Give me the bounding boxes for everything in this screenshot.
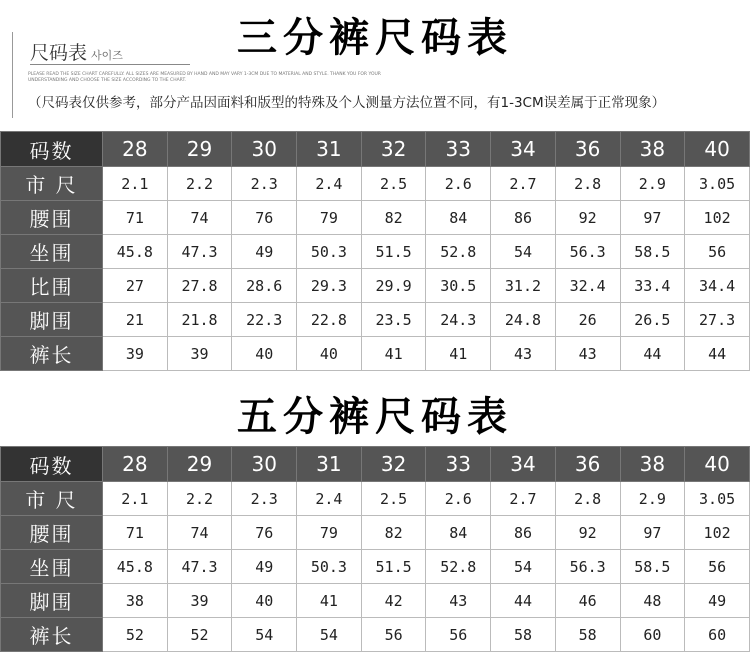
row-label: 脚围 [1,584,103,618]
table-cell: 2.8 [555,482,620,516]
table-cell: 84 [426,516,491,550]
table-cell: 2.3 [232,167,297,201]
page-title: 三分裤尺码表 [237,14,513,61]
table-row [1,269,750,303]
table-cell: 27.8 [167,269,232,303]
size-header-cell: 33 [426,447,491,482]
table-cell: 2.1 [103,167,168,201]
size-header-cell: 38 [620,447,685,482]
table-cell: 33.4 [620,269,685,303]
table-cell: 26 [555,303,620,337]
table-cell: 49 [232,550,297,584]
table-cell: 21.8 [167,303,232,337]
table-row [1,303,750,337]
table-cell: 29.3 [297,269,362,303]
table-cell: 56.3 [555,235,620,269]
table-cell: 2.9 [620,167,685,201]
table-row [1,167,750,201]
table-cell: 31.2 [491,269,556,303]
size-header-cell: 40 [685,447,750,482]
table-cell: 71 [103,516,168,550]
table-cell: 56 [685,550,750,584]
table-cell: 52 [103,618,168,652]
size-header-cell: 34 [491,132,556,167]
size-header-cell: 31 [297,447,362,482]
table-cell: 74 [167,201,232,235]
table-cell: 41 [361,337,426,371]
size-chart-heading-subtitle: 사이즈 [91,49,123,62]
table-cell: 39 [167,337,232,371]
row-label: 市 尺 [1,482,103,516]
table-cell: 97 [620,516,685,550]
header-label: 码数 [1,447,103,482]
table-cell: 28.6 [232,269,297,303]
size-header-cell: 30 [232,132,297,167]
table-cell: 43 [426,584,491,618]
table-cell: 76 [232,516,297,550]
table-cell: 52.8 [426,235,491,269]
table-cell: 82 [361,201,426,235]
table-cell: 56 [685,235,750,269]
table-row [1,235,750,269]
size-header-cell: 38 [620,132,685,167]
row-label: 腰围 [1,201,103,235]
size-header-cell: 29 [167,447,232,482]
table-cell: 27.3 [685,303,750,337]
table-cell: 38 [103,584,168,618]
table-cell: 40 [232,337,297,371]
size-chart-heading [30,38,123,65]
table-cell: 2.5 [361,482,426,516]
header-label: 码数 [1,132,103,167]
table-cell: 40 [297,337,362,371]
table-cell: 60 [685,618,750,652]
table-cell: 22.8 [297,303,362,337]
table-cell: 2.2 [167,482,232,516]
table-cell: 3.05 [685,167,750,201]
table-cell: 102 [685,516,750,550]
fine-print: PLEASE READ THE SIZE CHART CAREFULLY. ALL SIZES ARE MEASURED BY HAND AND MAY VARY 1-3CM DUE TO MATERIAL AND STYLE. THANK YOU FOR YOUR UNDERSTANDING AND CHOOSE THE SIZE ACCORDING TO THE CHART. [28,72,381,83]
size-chart-header [12,28,747,120]
size-header-cell: 31 [297,132,362,167]
row-label: 市 尺 [1,167,103,201]
table-cell: 44 [685,337,750,371]
table-cell: 2.6 [426,482,491,516]
table-cell: 52.8 [426,550,491,584]
table-cell: 40 [232,584,297,618]
row-label: 腰围 [1,516,103,550]
table-cell: 44 [620,337,685,371]
row-label: 坐围 [1,550,103,584]
table-cell: 2.8 [555,167,620,201]
table-cell: 41 [297,584,362,618]
table-cell: 56 [426,618,491,652]
table-cell: 92 [555,516,620,550]
table-cell: 58.5 [620,550,685,584]
table-cell: 2.7 [491,482,556,516]
table-row [1,337,750,371]
table-row [1,516,750,550]
five-quarter-pants-size-table [0,446,750,652]
size-header-cell: 40 [685,132,750,167]
table-cell: 51.5 [361,550,426,584]
table-row [1,201,750,235]
size-header-cell: 34 [491,447,556,482]
table-cell: 58.5 [620,235,685,269]
table-cell: 44 [491,584,556,618]
row-label: 坐围 [1,235,103,269]
table-cell: 45.8 [103,550,168,584]
divider [30,64,190,65]
size-header-cell: 30 [232,447,297,482]
table-cell: 27 [103,269,168,303]
table-cell: 42 [361,584,426,618]
table-cell: 41 [426,337,491,371]
table-cell: 49 [232,235,297,269]
table-cell: 2.7 [491,167,556,201]
table-cell: 39 [167,584,232,618]
table-cell: 76 [232,201,297,235]
size-header-cell: 28 [103,132,168,167]
size-header-cell: 29 [167,132,232,167]
table-cell: 51.5 [361,235,426,269]
table-cell: 50.3 [297,235,362,269]
table-cell: 54 [297,618,362,652]
table-cell: 86 [491,516,556,550]
table-cell: 52 [167,618,232,652]
table-cell: 54 [491,235,556,269]
table-row [1,550,750,584]
row-label: 裤长 [1,337,103,371]
table-cell: 71 [103,201,168,235]
table-cell: 84 [426,201,491,235]
table-cell: 2.3 [232,482,297,516]
table-cell: 47.3 [167,550,232,584]
three-quarter-pants-size-table [0,131,750,371]
table-cell: 60 [620,618,685,652]
table-cell: 2.9 [620,482,685,516]
size-header-cell: 36 [555,132,620,167]
table-cell: 2.6 [426,167,491,201]
size-header-cell: 28 [103,447,168,482]
table-cell: 56.3 [555,550,620,584]
size-header-cell: 32 [361,447,426,482]
table-cell: 74 [167,516,232,550]
table-cell: 43 [555,337,620,371]
size-note: （尺码表仅供参考，部分产品因面料和版型的特殊及个人测量方法位置不同，有1-3CM误差属于正常现象） [28,95,666,111]
size-header-cell: 33 [426,132,491,167]
table-cell: 30.5 [426,269,491,303]
table-row [1,482,750,516]
row-label: 比围 [1,269,103,303]
table-cell: 54 [232,618,297,652]
table-cell: 58 [491,618,556,652]
table-cell: 79 [297,516,362,550]
table-cell: 39 [103,337,168,371]
table-cell: 29.9 [361,269,426,303]
table-cell: 97 [620,201,685,235]
table-cell: 45.8 [103,235,168,269]
table-cell: 102 [685,201,750,235]
table-cell: 23.5 [361,303,426,337]
table-row [1,618,750,652]
table-cell: 92 [555,201,620,235]
table-cell: 56 [361,618,426,652]
table-cell: 2.2 [167,167,232,201]
size-header-cell: 36 [555,447,620,482]
table-cell: 86 [491,201,556,235]
table-cell: 21 [103,303,168,337]
table-cell: 50.3 [297,550,362,584]
table-cell: 24.8 [491,303,556,337]
table-cell: 24.3 [426,303,491,337]
table-cell: 58 [555,618,620,652]
section-title: 五分裤尺码表 [237,393,513,440]
table-cell: 47.3 [167,235,232,269]
table-header-row [1,447,750,482]
table-cell: 3.05 [685,482,750,516]
table-cell: 54 [491,550,556,584]
table-cell: 32.4 [555,269,620,303]
table-cell: 2.4 [297,167,362,201]
table-cell: 2.1 [103,482,168,516]
size-header-cell: 32 [361,132,426,167]
table-cell: 22.3 [232,303,297,337]
table-cell: 34.4 [685,269,750,303]
table-header-row [1,132,750,167]
table-cell: 26.5 [620,303,685,337]
size-chart-heading-text: 尺码表 [30,42,88,64]
table-cell: 79 [297,201,362,235]
table-cell: 82 [361,516,426,550]
row-label: 脚围 [1,303,103,337]
table-cell: 2.4 [297,482,362,516]
table-cell: 43 [491,337,556,371]
divider [12,32,13,118]
table-row [1,584,750,618]
table-cell: 2.5 [361,167,426,201]
table-cell: 46 [555,584,620,618]
table-cell: 48 [620,584,685,618]
row-label: 裤长 [1,618,103,652]
table-cell: 49 [685,584,750,618]
